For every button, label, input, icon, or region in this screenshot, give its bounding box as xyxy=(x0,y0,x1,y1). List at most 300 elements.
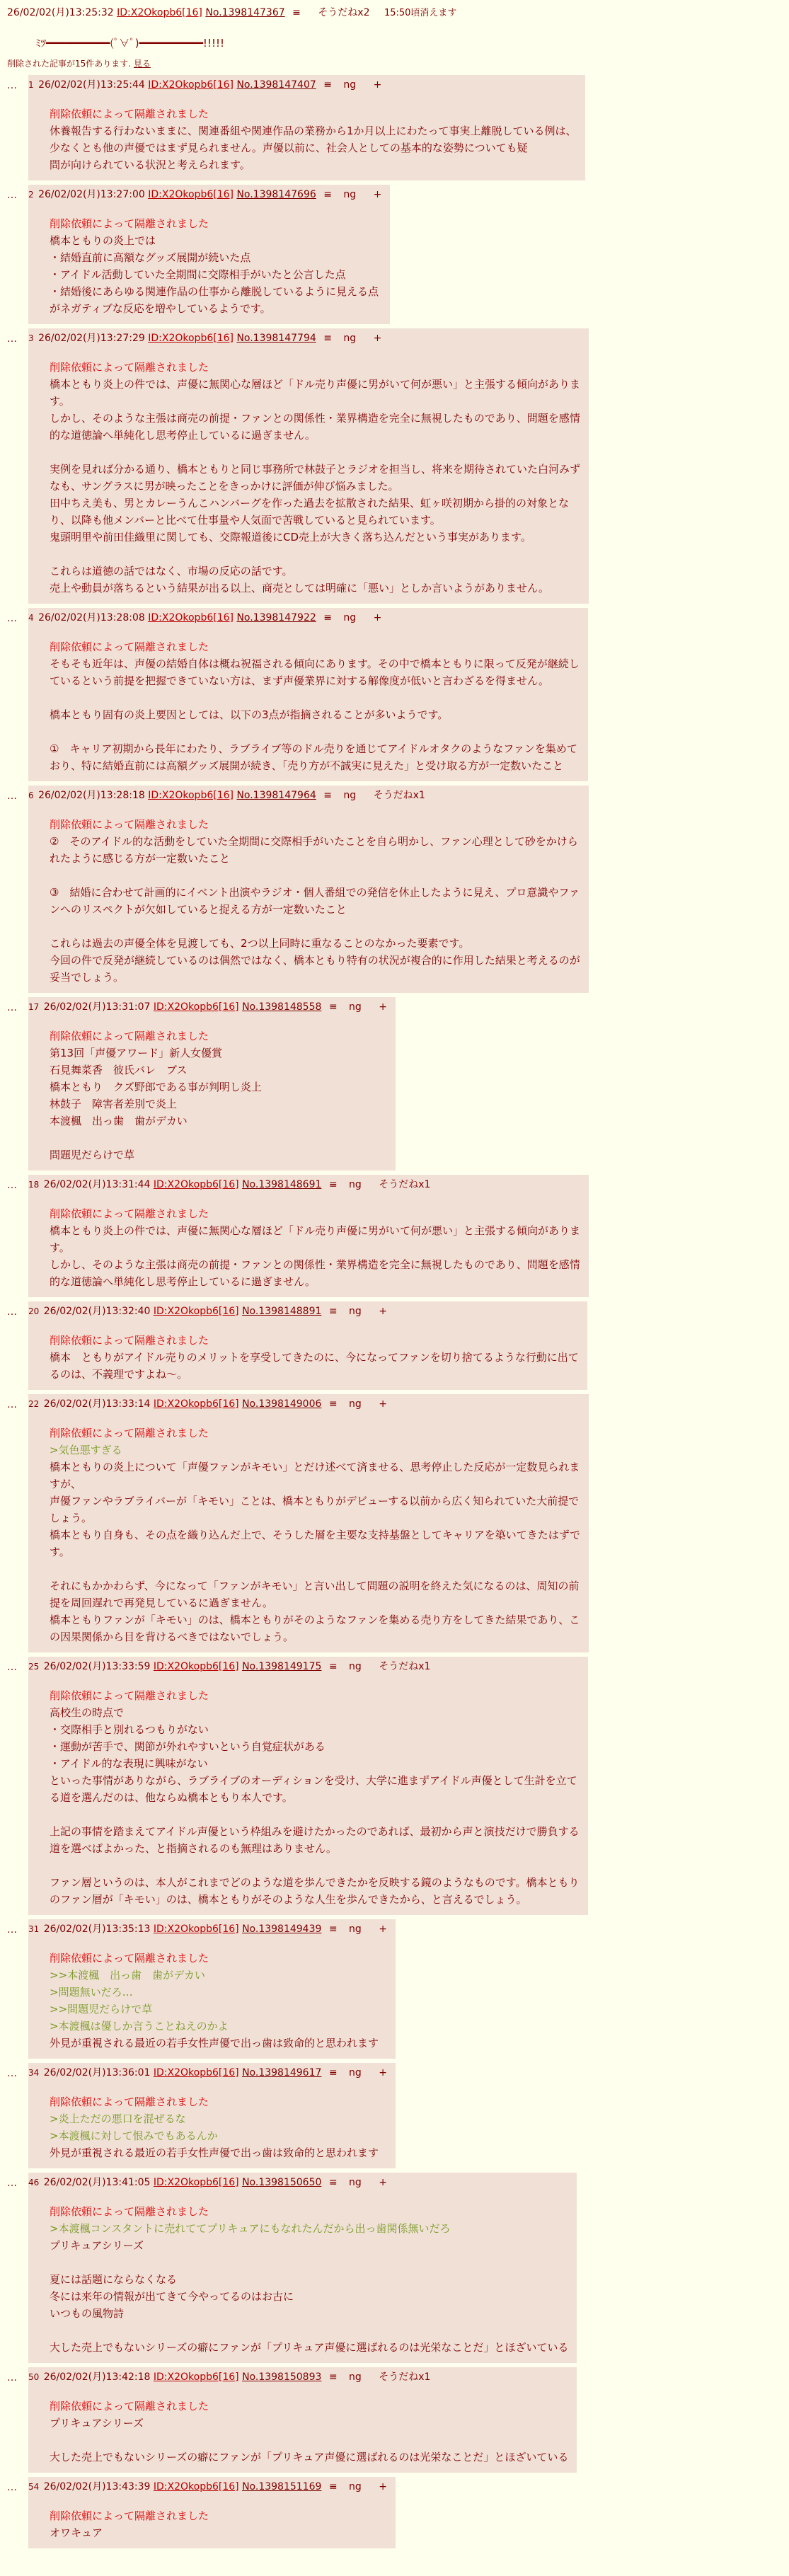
reply-post xyxy=(7,2477,782,2548)
reply-line xyxy=(50,867,580,884)
reply-number[interactable]: No.1398147922 xyxy=(236,612,316,624)
reply-header xyxy=(28,1922,387,1937)
reply-number[interactable]: No.1398148691 xyxy=(242,1179,322,1191)
reply-box xyxy=(28,608,588,781)
thread xyxy=(7,6,782,2548)
reply-line: 冬には来年の情報が出てきて今やってるのはお古に xyxy=(50,2290,294,2304)
ng-button[interactable]: ng xyxy=(349,2067,362,2079)
ng-button[interactable]: ng xyxy=(349,1924,362,1936)
reply-post xyxy=(7,1919,782,2059)
ellipsis-icon: … xyxy=(7,80,17,92)
reply-id[interactable]: ID:X2Okopb6[16] xyxy=(148,790,234,802)
reply-line: 大した売上でもないシリーズの癖にファンが「プリキュア声優に選ばれるのは光栄なことだ」とほざいている xyxy=(50,2451,569,2464)
ng-button[interactable]: ng xyxy=(343,790,357,802)
reply-line: 上記の事情を踏まえてアイドル声優という枠組みを避けたかったのであれば、最初から声と演技だけで勝負する xyxy=(50,1825,580,1839)
op-number[interactable]: No.1398147367 xyxy=(205,7,285,18)
quote-line: >本渡楓は優しか言うことねえのかよ xyxy=(50,2020,229,2033)
reply-header xyxy=(28,1397,580,1412)
reply-datetime: 26/02/02(月)13:32:40 xyxy=(43,1306,151,1318)
isolation-notice: 削除依頼によって隔離されました xyxy=(50,640,209,654)
reply-index: 25 xyxy=(28,1662,40,1672)
reply-line: 橋本ともりファンが「キモい」のは、橋本ともりがそのようなファンを集める売り方をしてきた結果であり、こ xyxy=(50,1614,580,1627)
menu-icon[interactable]: ≡ xyxy=(323,612,332,624)
op-datetime: 26/02/02(月)13:25:32 xyxy=(7,7,114,18)
reply-header xyxy=(28,1000,387,1015)
reply-header xyxy=(28,2175,568,2190)
reply-header xyxy=(28,331,580,346)
reply-body xyxy=(50,1950,387,2052)
reply-line: 夏には話題にならなくなる xyxy=(50,2273,178,2287)
reply-line: 橋本ともり自身も、その点を織り込んだ上で、そうした層を主要な支持基盤としてキャリアを築いてきたはずで xyxy=(50,1529,581,1542)
sodane-button[interactable]: + xyxy=(379,2481,387,2493)
reply-body xyxy=(50,638,580,774)
reply-line: ンへのリスペクトが欠如していると捉える方が一定数いたこと xyxy=(50,903,347,916)
isolation-notice: 削除依頼によって隔離されました xyxy=(50,217,209,231)
reply-header xyxy=(28,2370,568,2385)
ng-button[interactable]: ng xyxy=(343,333,357,345)
reply-line: す。 xyxy=(50,1546,70,1559)
reply-line xyxy=(50,918,580,935)
menu-icon[interactable]: ≡ xyxy=(292,7,301,18)
menu-icon[interactable]: ≡ xyxy=(323,790,332,802)
reply-line: ・アイドル活動していた全期間に交際相手がいたと公言した点 xyxy=(50,268,346,282)
reply-line: す。 xyxy=(50,395,70,408)
reply-id[interactable]: ID:X2Okopb6[16] xyxy=(148,333,234,345)
reply-datetime: 26/02/02(月)13:25:44 xyxy=(38,79,145,91)
reply-line xyxy=(50,723,580,740)
quote-line: >問題無いだろ… xyxy=(50,1986,133,1999)
reply-line: 橋本 ともりがアイドル売りのメリットを享受してきたのに、今になってファンを切り捨てるような行動に出て xyxy=(50,1351,579,1364)
reply-line xyxy=(50,1560,580,1577)
reply-post xyxy=(7,185,782,324)
ellipsis-icon: … xyxy=(7,190,17,202)
reply-body xyxy=(50,359,580,597)
menu-icon[interactable]: ≡ xyxy=(328,1306,338,1318)
reply-index: 17 xyxy=(28,1002,40,1013)
reply-datetime: 26/02/02(月)13:28:08 xyxy=(38,612,145,624)
reply-body xyxy=(50,2203,568,2356)
ng-button[interactable]: ng xyxy=(349,1001,362,1013)
expire-notice: 15:50頃消えます xyxy=(384,8,457,18)
reply-header xyxy=(28,1178,580,1192)
isolation-notice: 削除依頼によって隔離されました xyxy=(50,108,209,121)
sodane-button[interactable]: そうだねx1 xyxy=(379,1661,431,1673)
menu-icon[interactable]: ≡ xyxy=(328,1001,338,1013)
reply-line: おり、特に結婚直前には高額グッズ展開が続き、「売り方が不誠実に見えた」と受け取る方が一定数いたこと xyxy=(50,759,564,773)
reply-line: しかし、そのような主張は商売の前提・ファンとの関係性・業界構造を完全に無視したものであり、問題を感情 xyxy=(50,1258,580,1272)
reply-id[interactable]: ID:X2Okopb6[16] xyxy=(153,1001,239,1013)
reply-line: これらは過去の声優全体を見渡しても、2つ以上同時に重なることのなかった要素です。 xyxy=(50,937,470,950)
reply-line xyxy=(50,1806,580,1823)
reply-id[interactable]: ID:X2Okopb6[16] xyxy=(153,2177,239,2189)
isolation-notice: 削除依頼によって隔離されました xyxy=(50,2205,209,2219)
sodane-button[interactable]: + xyxy=(379,1306,387,1318)
reply-line: る道を選んだのは、他ならぬ橋本ともり本人です。 xyxy=(50,1791,293,1805)
reply-number[interactable]: No.1398147794 xyxy=(236,333,316,345)
reply-number[interactable]: No.1398149006 xyxy=(242,1398,322,1410)
reply-post xyxy=(7,786,782,993)
reply-line: しょう。 xyxy=(50,1512,93,1525)
ellipsis-icon: … xyxy=(7,790,17,803)
reply-body xyxy=(50,1687,580,1908)
reply-box xyxy=(28,2477,396,2548)
reply-id[interactable]: ID:X2Okopb6[16] xyxy=(148,189,234,201)
reply-line: れたように感じる方が一定数いたこと xyxy=(50,852,231,866)
reply-line: そもそも近年は、声優の結婚自体は概ね祝福される傾向にあります。その中で橋本ともりに限って反発が継続し xyxy=(50,657,580,671)
reply-datetime: 26/02/02(月)13:27:00 xyxy=(38,189,145,201)
quote-line: >気色悪すぎる xyxy=(50,1444,122,1457)
reply-header xyxy=(28,78,577,93)
reply-line: ・アイドル的な表現に興味がない xyxy=(50,1757,208,1771)
reply-line: 道を選べばよかった、と指摘されるのも無理はありません。 xyxy=(50,1842,337,1856)
reply-line: いつもの風物詩 xyxy=(50,2307,125,2321)
reply-line: 橋本ともり炎上の件では、声優に無関心な層ほど「ドル売り声優に男がいて何が悪い」と主張する傾向がありま xyxy=(50,1224,581,1238)
ellipsis-icon: … xyxy=(7,1399,17,1411)
reply-number[interactable]: No.1398148558 xyxy=(242,1001,322,1013)
reply-line: ③ 結婚に合わせて計画的にイベント出演やラジオ・個人番組での発信を休止したように見え、プロ意識やファ xyxy=(50,886,580,899)
reply-body xyxy=(50,105,577,173)
deleted-note xyxy=(7,57,782,71)
ng-button[interactable]: ng xyxy=(349,1661,362,1673)
reply-datetime: 26/02/02(月)13:33:14 xyxy=(43,1398,151,1410)
reply-line: り、以降も他メンバーと比べて仕事量や人気面で苦戦していると見られています。 xyxy=(50,514,441,527)
ellipsis-icon: … xyxy=(7,2068,17,2080)
ng-button[interactable]: ng xyxy=(349,2371,362,2384)
reply-line: 声優ファンやラブライバーが「キモい」ことは、橋本ともりがデビューする以前から広く知られていた大前提で xyxy=(50,1495,580,1508)
ellipsis-icon: … xyxy=(7,2482,17,2494)
reply-body xyxy=(50,816,580,986)
reply-line: 田中ちえ美も、男とカレーうんこハンバーグを作った過去を拡散された結果、虹ヶ咲初期から掛的の対象とな xyxy=(50,497,569,510)
reply-line: るのは、不義理ですよね〜。 xyxy=(50,1368,188,1381)
reply-index: 50 xyxy=(28,2372,40,2383)
reply-id[interactable]: ID:X2Okopb6[16] xyxy=(153,1306,239,1318)
reply-body xyxy=(50,2093,387,2161)
menu-icon[interactable]: ≡ xyxy=(328,2177,338,2189)
ellipsis-icon: … xyxy=(7,1306,17,1318)
reply-number[interactable]: No.1398149617 xyxy=(242,2067,322,2079)
reply-line: ているという前提を把握できていない方は、まず声優業界に対する解像度が低いと言わざるを得ません。 xyxy=(50,674,549,688)
reply-line: 本渡楓 出っ歯 歯がデカい xyxy=(50,1115,188,1128)
ng-button[interactable]: ng xyxy=(343,189,357,201)
menu-icon[interactable]: ≡ xyxy=(328,2371,338,2384)
sodane-button[interactable]: + xyxy=(379,2177,387,2189)
reply-post xyxy=(7,2367,782,2473)
reply-line: しかし、そのような主張は商売の前提・ファンとの関係性・業界構造を完全に無視したものであり、問題を感情 xyxy=(50,412,580,425)
reply-body xyxy=(50,1332,579,1383)
reply-datetime: 26/02/02(月)13:31:07 xyxy=(43,1001,151,1013)
sodane-button[interactable]: そうだねx2 xyxy=(318,7,370,18)
isolation-notice: 削除依頼によって隔離されました xyxy=(50,1207,209,1221)
reply-line: なも、サングラスに男が映ったことをきっかけに評価が伸び悩みました。 xyxy=(50,480,399,493)
reply-box xyxy=(28,997,396,1171)
reply-datetime: 26/02/02(月)13:27:29 xyxy=(38,333,145,345)
sodane-button[interactable]: + xyxy=(379,1001,387,1013)
reply-line: ② そのアイドル的な活動をしていた全期間に交際相手がいたことを自ら明かし、ファン心理として砂をかけら xyxy=(50,835,578,849)
reply-index: 34 xyxy=(28,2068,40,2078)
reply-post xyxy=(7,75,782,180)
reply-line: 橋本ともり クズ野郎である事が判明し炎上 xyxy=(50,1081,262,1094)
isolation-notice: 削除依頼によって隔離されました xyxy=(50,1427,209,1440)
reply-line: す。 xyxy=(50,1241,70,1255)
reply-line: ① キャリア初期から長年にわたり、ラブライブ等のドル売りを通じてアイドルオタクのようなファンを集めて xyxy=(50,742,577,756)
op-body: ﾐﾂ━━━━━━━━━━(ﾟ∀ﾟ)━━━━━━━━━━!!!!! xyxy=(35,37,224,50)
reply-index: 18 xyxy=(28,1180,40,1190)
reply-id[interactable]: ID:X2Okopb6[16] xyxy=(153,1924,239,1936)
reply-box xyxy=(28,2173,577,2363)
reply-number[interactable]: No.1398150893 xyxy=(242,2371,322,2384)
quote-line: >炎上ただの悪口を混ぜるな xyxy=(50,2112,186,2126)
sodane-button[interactable]: そうだねx1 xyxy=(379,2371,431,2384)
ng-button[interactable]: ng xyxy=(349,1398,362,1410)
reply-index: 6 xyxy=(28,790,34,801)
reply-line: これらは道徳の話ではなく、市場の反応の話です。 xyxy=(50,565,293,578)
reply-datetime: 26/02/02(月)13:33:59 xyxy=(43,1661,151,1673)
isolation-notice: 削除依頼によって隔離されました xyxy=(50,2095,209,2109)
reply-line: 提を周回遅れで再発見しているに過ぎません。 xyxy=(50,1597,273,1610)
reply-body xyxy=(50,2398,568,2466)
reply-post xyxy=(7,1657,782,1915)
reply-line xyxy=(50,2432,568,2449)
reply-post xyxy=(7,997,782,1171)
reply-line: 第13回「声優アワード」新人女優賞 xyxy=(50,1047,223,1060)
reply-id[interactable]: ID:X2Okopb6[16] xyxy=(148,612,234,624)
reply-datetime: 26/02/02(月)13:28:18 xyxy=(38,790,145,802)
reply-index: 46 xyxy=(28,2178,40,2188)
sodane-button[interactable]: + xyxy=(373,189,382,201)
reply-index: 22 xyxy=(28,1399,40,1410)
menu-icon[interactable]: ≡ xyxy=(323,189,332,201)
reply-index: 3 xyxy=(28,333,34,344)
reply-line: 実例を見れば分かる通り、橋本ともりと同じ事務所で林鼓子とラジオを担当し、将来を期待されていた白河みず xyxy=(50,463,581,476)
reply-post xyxy=(7,2063,782,2168)
sodane-button[interactable]: + xyxy=(373,79,382,91)
reply-id[interactable]: ID:X2Okopb6[16] xyxy=(153,1661,239,1673)
reply-line: 問が向けられている状況と考えられます。 xyxy=(50,159,250,172)
reply-post xyxy=(7,1394,782,1652)
reply-line xyxy=(50,2322,568,2339)
reply-box xyxy=(28,2367,577,2473)
reply-line xyxy=(50,1857,580,1874)
reply-index: 31 xyxy=(28,1924,40,1935)
ellipsis-icon: … xyxy=(7,1002,17,1014)
reply-box xyxy=(28,1657,588,1915)
ng-button[interactable]: ng xyxy=(349,1179,362,1191)
reply-line: 休養報告する行わないままに、関連番組や関連作品の業務から1か月以上にわたって事実上離脱している例は、 xyxy=(50,125,577,138)
quote-line: >>本渡楓 出っ歯 歯がデカい xyxy=(50,1969,205,1982)
sodane-button[interactable]: + xyxy=(373,333,382,345)
reply-line xyxy=(50,546,580,563)
op-header xyxy=(7,6,782,21)
menu-icon[interactable]: ≡ xyxy=(328,2481,338,2493)
reply-line: プリキュアシリーズ xyxy=(50,2239,144,2253)
reply-line: 石見舞菜香 彼氏バレ ブス xyxy=(50,1064,188,1077)
ng-button[interactable]: ng xyxy=(343,79,357,91)
reply-body xyxy=(50,1425,580,1645)
reply-line: 橋本ともり固有の炎上要因としては、以下の3点が指摘されることが多いようです。 xyxy=(50,708,449,722)
isolation-notice: 削除依頼によって隔離されました xyxy=(50,1030,209,1043)
reply-datetime: 26/02/02(月)13:36:01 xyxy=(43,2067,151,2079)
reply-id[interactable]: ID:X2Okopb6[16] xyxy=(153,2067,239,2079)
reply-line: 橋本ともり炎上の件では、声優に無関心な層ほど「ドル売り声優に男がいて何が悪い」と主張する傾向がありま xyxy=(50,378,581,391)
reply-line: 売上や動員が落ちるという結果が出る以上、商売としては明確に「悪い」としか言いようがありません。 xyxy=(50,582,549,595)
reply-line: 妥当でしょう。 xyxy=(50,971,125,984)
ng-button[interactable]: ng xyxy=(349,1306,362,1318)
ellipsis-icon: … xyxy=(7,613,17,625)
reply-line: 橋本ともりの炎上では xyxy=(50,234,156,248)
ellipsis-icon: … xyxy=(7,2372,17,2384)
reply-list xyxy=(7,75,782,2548)
sodane-button[interactable]: そうだねx1 xyxy=(379,1179,431,1191)
reply-header xyxy=(28,788,580,803)
ellipsis-icon: … xyxy=(7,1924,17,1936)
sodane-button[interactable]: そうだねx1 xyxy=(373,790,425,802)
menu-icon[interactable]: ≡ xyxy=(323,79,332,91)
reply-line: といった事情がありながら、ラブライブのオーディションを受け、大学に進まずアイドル声優として生計を立て xyxy=(50,1774,577,1788)
reply-id[interactable]: ID:X2Okopb6[16] xyxy=(153,1179,239,1191)
reply-line: ファン層というのは、本人がこれまでどのような道を歩んできたかを反映する鏡のようなものです。橋本ともり xyxy=(50,1876,580,1890)
isolation-notice: 削除依頼によって隔離されました xyxy=(50,361,209,374)
ellipsis-icon: … xyxy=(7,1180,17,1192)
reply-id[interactable]: ID:X2Okopb6[16] xyxy=(153,2481,239,2493)
reply-post xyxy=(7,608,782,781)
reply-line: 高校生の時点で xyxy=(50,1706,125,1720)
reply-post xyxy=(7,2173,782,2363)
reply-box xyxy=(28,328,589,604)
menu-icon[interactable]: ≡ xyxy=(323,333,332,345)
reply-index: 1 xyxy=(28,80,34,91)
sodane-button[interactable]: + xyxy=(373,612,382,624)
ng-button[interactable]: ng xyxy=(349,2481,362,2493)
reply-index: 20 xyxy=(28,1306,40,1317)
reply-number[interactable]: No.1398150650 xyxy=(242,2177,322,2189)
reply-line: 鬼頭明里や前田佳織里に関しても、交際報道後にCD売上が大きく落ち込んだという事実があります。 xyxy=(50,531,531,544)
reply-box xyxy=(28,1301,587,1390)
reply-post xyxy=(7,328,782,604)
reply-line: 今回の件で反発が継続しているのは偶然ではなく、橋本ともり特有の状況が複合的に作用した結果と考えるのが xyxy=(50,954,580,967)
sodane-button[interactable]: + xyxy=(379,1398,387,1410)
reply-header xyxy=(28,2480,387,2495)
reply-id[interactable]: ID:X2Okopb6[16] xyxy=(148,79,234,91)
reply-line: 少なくとも他の声優ではまず見られません。声優以前に、社会人としての基本的な姿勢についても疑 xyxy=(50,142,528,155)
menu-icon[interactable]: ≡ xyxy=(328,1398,338,1410)
reply-id[interactable]: ID:X2Okopb6[16] xyxy=(153,2371,239,2384)
reply-body xyxy=(50,2507,387,2541)
quote-line: >本渡楓に対して恨みでもあるんか xyxy=(50,2129,218,2143)
reply-header xyxy=(28,188,381,202)
reply-line: 橋本ともりの炎上について「声優ファンがキモい」とだけ述べて済ませる、思考停止した反応が一定数見られま xyxy=(50,1461,580,1474)
reply-index: 2 xyxy=(28,190,34,200)
quote-line: >>問題児だらけで草 xyxy=(50,2003,153,2016)
quote-line: >本渡楓コンスタントに売れててプリキュアにもなれたんだから出っ歯関係無いだろ xyxy=(50,2222,451,2236)
reply-post xyxy=(7,1301,782,1390)
reply-body xyxy=(50,215,381,317)
reply-line: それにもかかわらず、今になって「ファンがキモい」と言い出して問題の説明を終えた気になるのは、周知の前 xyxy=(50,1580,580,1593)
reply-datetime: 26/02/02(月)13:35:13 xyxy=(43,1924,151,1936)
reply-number[interactable]: No.1398147696 xyxy=(236,189,316,201)
reply-line: オワキュア xyxy=(50,2526,103,2540)
reply-number[interactable]: No.1398151169 xyxy=(242,2481,322,2493)
menu-icon[interactable]: ≡ xyxy=(328,1924,338,1936)
isolation-notice: 削除依頼によって隔離されました xyxy=(50,1952,209,1965)
reply-post xyxy=(7,1175,782,1297)
menu-icon[interactable]: ≡ xyxy=(328,2067,338,2079)
reply-number[interactable]: No.1398149439 xyxy=(242,1924,322,1936)
isolation-notice: 削除依頼によって隔離されました xyxy=(50,2509,209,2523)
menu-icon[interactable]: ≡ xyxy=(328,1661,338,1673)
reply-number[interactable]: No.1398147964 xyxy=(236,790,316,802)
ellipsis-icon: … xyxy=(7,333,17,345)
reply-box xyxy=(28,2063,396,2168)
reply-line: ・運動が苦手で、関節が外れやすいという自覚症状がある xyxy=(50,1740,326,1754)
show-deleted-link[interactable]: 見る xyxy=(133,59,151,69)
reply-line: 大した売上でもないシリーズの癖にファンが「プリキュア声優に選ばれるのは光栄なことだ」とほざいている xyxy=(50,2341,569,2354)
reply-line: 外見が重視される最近の若手女性声優で出っ歯は致命的と思われます xyxy=(50,2146,379,2160)
reply-box xyxy=(28,1919,396,2059)
reply-box xyxy=(28,1394,589,1652)
reply-line: ・交際相手と別れるつもりがない xyxy=(50,1723,209,1737)
reply-body xyxy=(50,1028,387,1163)
reply-header xyxy=(28,2066,387,2081)
reply-line: 外見が重視される最近の若手女性声優で出っ歯は致命的と思われます xyxy=(50,2037,379,2050)
reply-datetime: 26/02/02(月)13:41:05 xyxy=(43,2177,151,2189)
reply-index: 4 xyxy=(28,613,34,623)
isolation-notice: 削除依頼によって隔離されました xyxy=(50,1334,209,1347)
reply-header xyxy=(28,611,580,626)
reply-number[interactable]: No.1398147407 xyxy=(236,79,316,91)
reply-line: すが、 xyxy=(50,1478,82,1491)
op-id[interactable]: ID:X2Okopb6[16] xyxy=(117,7,202,18)
isolation-notice: 削除依頼によって隔離されました xyxy=(50,2400,209,2413)
ng-button[interactable]: ng xyxy=(349,2177,362,2189)
reply-line xyxy=(50,689,580,706)
reply-datetime: 26/02/02(月)13:31:44 xyxy=(43,1179,151,1191)
reply-id[interactable]: ID:X2Okopb6[16] xyxy=(153,1398,239,1410)
reply-datetime: 26/02/02(月)13:42:18 xyxy=(43,2371,151,2384)
reply-line xyxy=(50,444,580,461)
sodane-button[interactable]: + xyxy=(379,1924,387,1936)
ellipsis-icon: … xyxy=(7,2178,17,2190)
reply-line: ・結婚後にあらゆる関連作品の仕事から離脱しているように見える点 xyxy=(50,285,379,299)
reply-line: がネガティブな反応を増やしているようです。 xyxy=(50,302,271,316)
reply-header xyxy=(28,1304,579,1319)
isolation-notice: 削除依頼によって隔離されました xyxy=(50,1689,209,1703)
reply-line: のファン層が「キモい」のは、橋本ともりがそのような人生を歩んできたから、と言えるでしょう。 xyxy=(50,1893,527,1907)
sodane-button[interactable]: + xyxy=(379,2067,387,2079)
reply-line: 林鼓子 障害者差別で炎上 xyxy=(50,1098,178,1111)
ellipsis-icon: … xyxy=(7,1662,17,1674)
reply-body xyxy=(50,1205,580,1290)
reply-line xyxy=(50,1129,387,1146)
reply-line: 的な道徳論へ単純化し思考停止しているに過ぎません。 xyxy=(50,1275,316,1289)
reply-box xyxy=(28,1175,589,1297)
reply-line: 的な道徳論へ単純化し思考停止しているに過ぎません。 xyxy=(50,429,316,442)
reply-box xyxy=(28,75,585,180)
reply-box xyxy=(28,185,390,324)
reply-line: の因果関係から目を背けるべきではないでしょう。 xyxy=(50,1631,294,1644)
reply-index: 54 xyxy=(28,2482,40,2492)
reply-number[interactable]: No.1398149175 xyxy=(242,1661,322,1673)
reply-number[interactable]: No.1398148891 xyxy=(242,1306,322,1318)
menu-icon[interactable]: ≡ xyxy=(328,1179,338,1191)
ng-button[interactable]: ng xyxy=(343,612,357,624)
reply-line: ・結婚直前に高額なグッズ展開が続いた点 xyxy=(50,251,251,265)
reply-header xyxy=(28,1660,580,1674)
reply-line xyxy=(50,2254,568,2271)
reply-datetime: 26/02/02(月)13:43:39 xyxy=(43,2481,151,2493)
deleted-note-text: 削除された記事が15件あります. xyxy=(7,59,132,69)
reply-box xyxy=(28,786,589,993)
isolation-notice: 削除依頼によって隔離されました xyxy=(50,818,209,832)
